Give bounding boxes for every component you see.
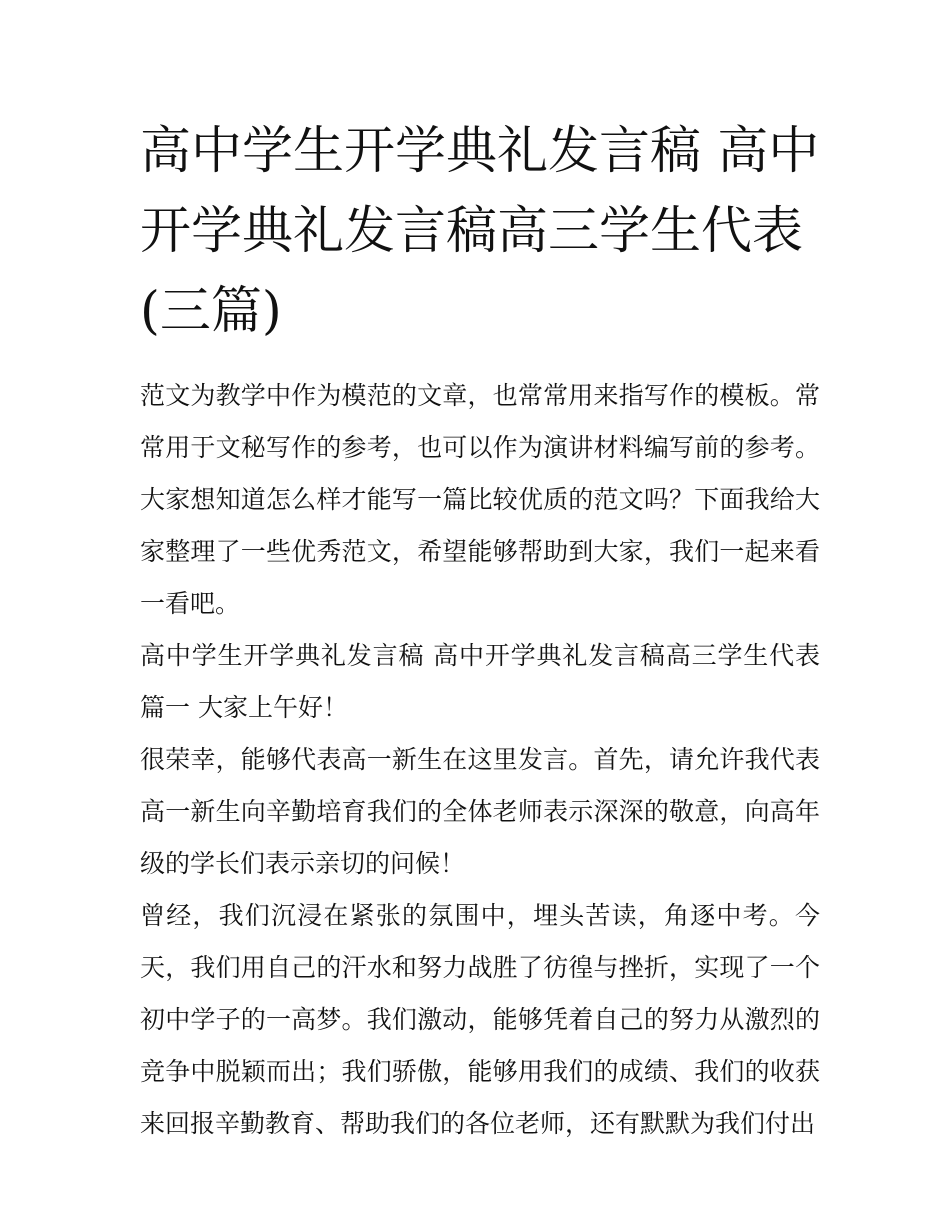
- body-paragraph: 曾经，我们沉浸在紧张的氛围中，埋头苦读，角逐中考。今天，我们用自己的汗水和努力战胜了彷徨与挫折，实现了一个初中学子的一高梦。我们激动，能够凭着自己的努力从激烈的竞争中脱颖而出；我们骄傲，能够用我们的成绩、我们的收获来回报辛勤教育、帮助我们的各位老师，还有默默为我们付出: [140, 901, 820, 1138]
- document-page: [140, 112, 820, 1150]
- intro-paragraph: 范文为教学中作为模范的文章，也常常用来指写作的模板。常常用于文秘写作的参考，也可以作为演讲材料编写前的参考。大家想知道怎么样才能写一篇比较优质的范文吗？下面我给大家整理了一些优秀范文，希望能够帮助到大家，我们一起来看一看吧。: [140, 381, 820, 618]
- document-body: [140, 370, 820, 1150]
- document-title: 高中学生开学典礼发言稿 高中开学典礼发言稿高三学生代表(三篇): [140, 122, 820, 341]
- body-paragraph: 很荣幸，能够代表高一新生在这里发言。首先，请允许我代表高一新生向辛勤培育我们的全体老师表示深深的敬意，向高年级的学长们表示亲切的问候！: [140, 745, 820, 878]
- section-heading-paragraph: 高中学生开学典礼发言稿 高中开学典礼发言稿高三学生代表篇一 大家上午好！: [140, 641, 820, 722]
